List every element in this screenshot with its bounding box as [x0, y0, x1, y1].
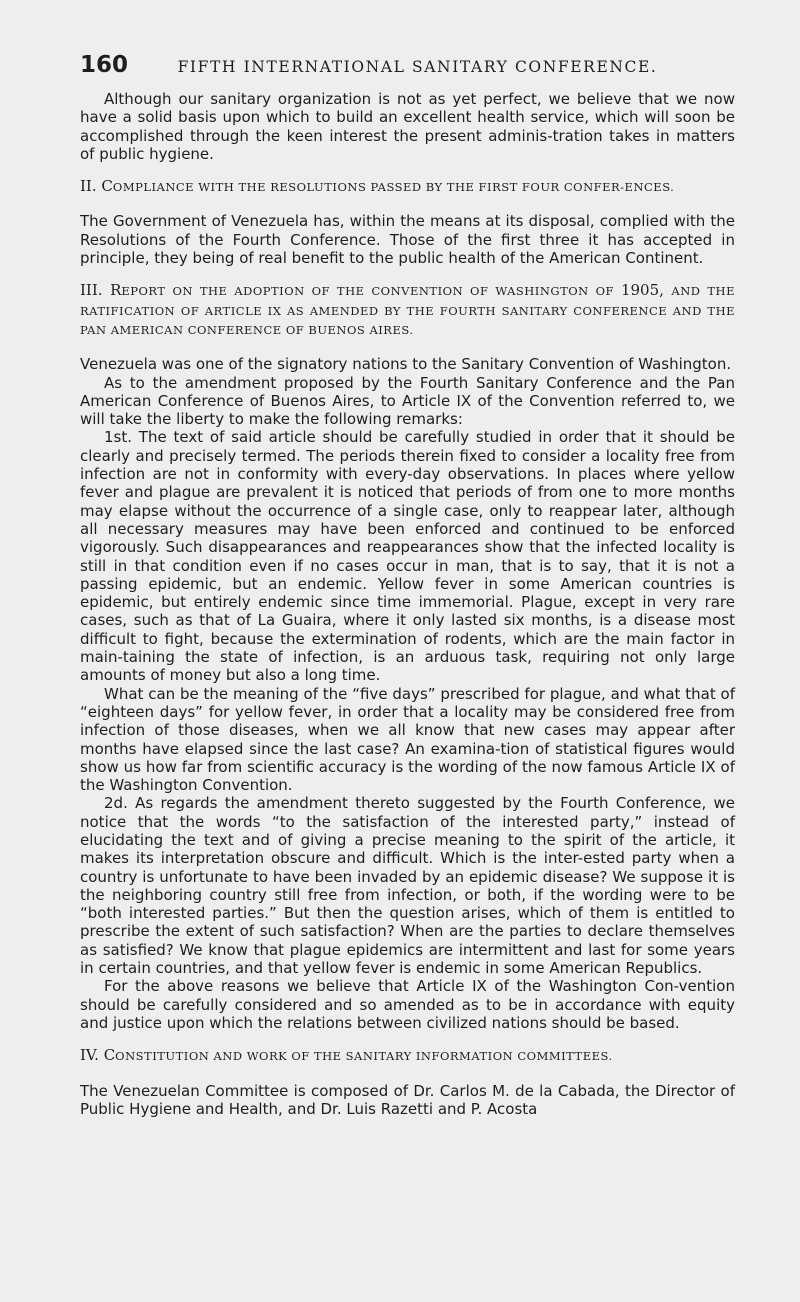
section-heading-iv: [80, 1046, 735, 1065]
heading-caps: ONSTITUTION AND WORK OF THE SANITARY INFORMATION COMMITTEES.: [115, 1049, 613, 1064]
page-header: [80, 52, 735, 90]
heading-year: 1905,: [620, 281, 664, 300]
committee-paragraph: The Venezuelan Committee is composed of Dr. Carlos M. de la Cabada, the Director of Public Hygiene and Health, and Dr. Luis Razetti and P. Acosta: [80, 1081, 735, 1118]
heading-lead: C: [103, 1046, 116, 1065]
reasons-paragraph: For the above reasons we believe that Article IX of the Washington Con-vention should be carefully considered and so amended as to be in accordance with equity and justice upon which the relations between civilized nations should be based.: [80, 977, 735, 1032]
second-remark-paragraph: 2d. As regards the amendment thereto suggested by the Fourth Conference, we notice that the words “to the satisfaction of the interested party,” instead of elucidating the text and of giving a precise meaning to the spirit of the article, it makes its interpretation obscure and difficult. Which is the inter-ested party when a country is unfortunate to have been invaded by an epidemic disease? We suppose it is the neighboring country still free from infection, or both, if the wording were to be “both interested parties.” But then the question arises, which of them is entitled to prescribe the extent of such satisfaction? When are the parties to declare themselves as satisfied? We know that plague epidemics are intermittent and last for some years in certain countries, and that yellow fever is endemic in some American Republics.: [80, 794, 735, 978]
amendment-paragraph: As to the amendment proposed by the Fourth Sanitary Conference and the Pan American Conference of Buenos Aires, to Article IX of the Convention referred to, we will take the liberty to make the following remarks:: [80, 373, 735, 429]
heading-caps: EPORT ON THE ADOPTION OF THE CONVENTION OF WASHINGTON OF: [121, 284, 621, 299]
section-heading-ii: [80, 177, 735, 196]
heading-lead: C: [101, 177, 113, 196]
section-heading-iii: [80, 281, 735, 339]
signatory-paragraph: Venezuela was one of the signatory nations to the Sanitary Convention of Washington.: [80, 355, 732, 374]
heading-caps-cont: AND THE RATIFICATION OF ARTICLE IX AS AMENDED BY THE FOURTH SANITARY CONFERENCE AND THE PAN AMERICAN CONFERENCE OF BUENOS AIRES.: [80, 284, 735, 337]
running-title: FIFTH INTERNATIONAL SANITARY CONFERENCE.: [177, 58, 658, 76]
intro-paragraph: Although our sanitary organization is not as yet perfect, we believe that we now have a solid basis upon which to build an excellent health service, which will soon be accomplished through the keen interest the present adminis-tration takes in matters of public hygiene.: [80, 90, 735, 163]
page-number: 160: [80, 52, 129, 78]
heading-lead: R: [110, 281, 122, 300]
section-numeral: IV.: [80, 1046, 99, 1065]
section-numeral: II.: [80, 177, 97, 196]
heading-caps: OMPLIANCE WITH THE RESOLUTIONS PASSED BY THE FIRST FOUR CONFER-ENCES.: [112, 180, 675, 195]
meaning-paragraph: What can be the meaning of the “five days” prescribed for plague, and what that of “eighteen days” for yellow fever, in order that a locality may be considered free from infection of those diseases, when we all know that new cases may appear after months have elapsed since the last case? An examina-tion of statistical figures would show us how far from scientific accuracy is the wording of the now famous Article IX of the Washington Convention.: [80, 684, 735, 795]
document-page: [80, 52, 735, 1118]
section-numeral: III.: [80, 281, 103, 300]
compliance-paragraph: The Government of Venezuela has, within the means at its disposal, complied with the Resolutions of the Fourth Conference. Those of the first three it has accepted in principle, they being of real benefit to the public health of the American Continent.: [80, 212, 735, 268]
first-remark-paragraph: 1st. The text of said article should be carefully studied in order that it should be clearly and precisely termed. The periods therein fixed to consider a locality free from infection are not in conformity with every-day observations. In places where yellow fever and plague are prevalent it is noticed that periods of from one to more months may elapse without the occurrence of a single case, only to reappear later, although all necessary measures may have been enforced and continued to be enforced vigorously. Such disappearances and reappearances show that the infected locality is still in that condition even if no cases occur in man, that is to say, that it is not a passing epidemic, but an endemic. Yellow fever in some American countries is epidemic, but entirely endemic since time immemorial. Plague, except in very rare cases, such as that of La Guaira, where it only lasted six months, is a disease most difficult to fight, because the extermination of rodents, which are the main factor in main-taining the state of infection, is an arduous task, requiring not only large amounts of money but also a long time.: [80, 428, 735, 685]
